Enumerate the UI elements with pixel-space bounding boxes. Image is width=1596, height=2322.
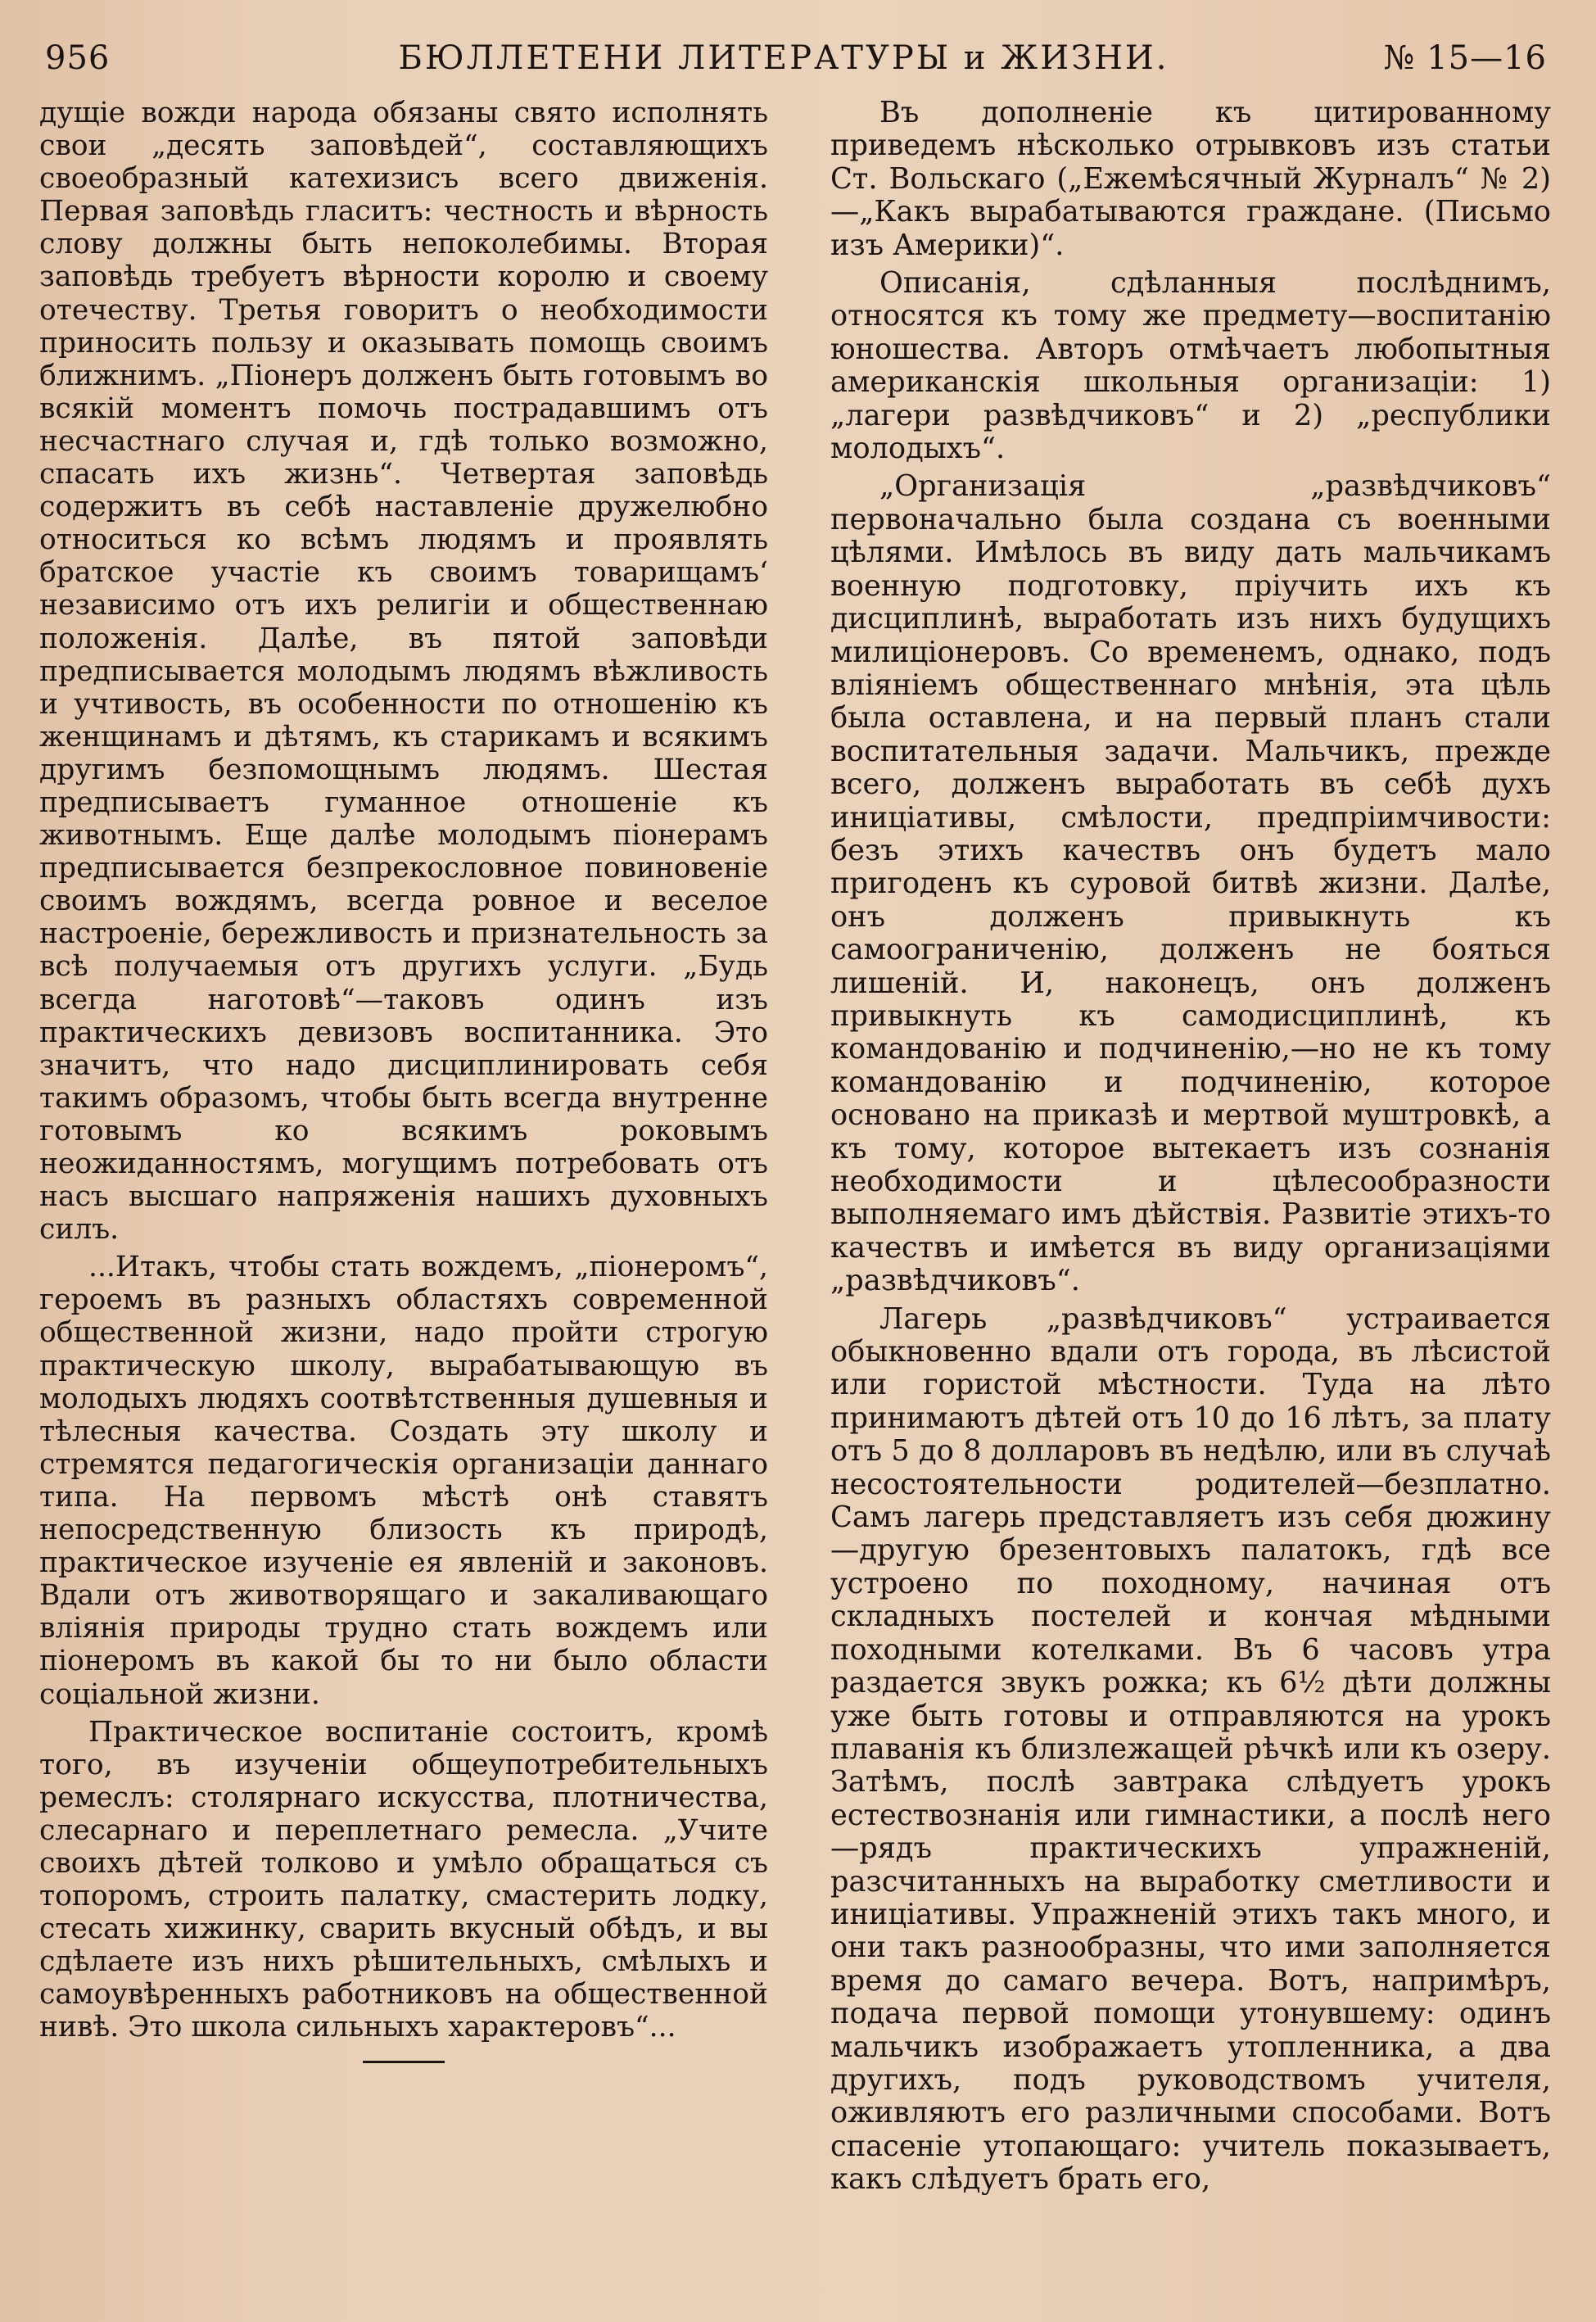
section-divider	[363, 2061, 445, 2063]
page-header	[45, 39, 1547, 97]
right-paragraph-3: „Организація „развѣдчиковъ“ первоначально была создана съ военными цѣлями. Имѣлось въ виду дать мальчикамъ военную подготовку, пріучить ихъ къ дисциплинѣ, выработать изъ нихъ будущихъ милиціонеровъ. Со временемъ, однако, подъ вліяніемъ общественнаго мнѣнія, эта цѣль была оставлена, и на первый планъ стали воспитательныя задачи. Мальчикъ, прежде всего, долженъ выработать въ себѣ духъ иниціативы, смѣлости, предпріимчивости: безъ этихъ качествъ онъ будетъ мало пригоденъ къ суровой битвѣ жизни. Далѣе, онъ долженъ привыкнуть къ самоограниченію, долженъ не бояться лишеній. И, наконецъ, онъ долженъ привыкнуть къ самодисциплинѣ, къ командованію и подчиненію,—но не къ тому командованію и подчиненію, которое основано на приказѣ и мертвой муштровкѣ, а къ тому, которое вытекаетъ изъ сознанія необходимости и цѣлесообразности выполняемаго имъ дѣйствія. Развитіе этихъ-то качествъ и имѣется въ виду организаціями „развѣдчиковъ“.	[830, 469, 1551, 1298]
left-paragraph-1: дущіе вожди народа обязаны свято исполнять свои „десять заповѣдей“, составляющихъ своеобразный катехизисъ всего движенія. Первая заповѣдь гласитъ: честность и вѣрность слову должны быть непоколебимы. Вторая заповѣдь требуетъ вѣрности королю и своему отечеству. Третья говоритъ о необходимости приносить пользу и оказывать помощь своимъ ближнимъ. „Піонеръ долженъ быть готовымъ во всякій моментъ помочь пострадавшимъ отъ несчастнаго случая и, гдѣ только возможно, спасать ихъ жизнь“. Четвертая заповѣдь содержитъ въ себѣ наставленіе дружелюбно относиться ко всѣмъ людямъ и проявлять братское участіе къ своимъ товарищамъ‘ независимо отъ ихъ религіи и общественнаю положенія. Далѣе, въ пятой заповѣди предписывается молодымъ людямъ вѣжливость и учтивость, въ особенности по отношенію къ женщинамъ и дѣтямъ, къ старикамъ и всякимъ другимъ безпомощнымъ людямъ. Шестая предписываетъ гуманное отношеніе къ животнымъ. Еще далѣе молодымъ піонерамъ предписывается безпрекословное повиновеніе своимъ вождямъ, всегда ровное и веселое настроеніе, бережливость и признательность за всѣ получаемыя отъ другихъ услуги. „Будь всегда наготовѣ“—таковъ одинъ изъ практическихъ девизовъ воспитанника. Это значитъ, что надо дисциплинировать себя такимъ образомъ, чтобы быть всегда внутренне готовымъ ко всякимъ роковымъ неожиданностямъ, могущимъ потребовать отъ насъ высшаго напряженія нашихъ духовныхъ силъ.	[39, 97, 768, 1247]
issue-number: № 15—16	[1383, 39, 1547, 77]
page-number: 956	[45, 39, 111, 77]
right-paragraph-1: Въ дополненіе къ цитированному приведемъ нѣсколько отрывковъ изъ статьи Ст. Вольскаго („Ежемѣсячный Журналъ“ № 2)—„Какъ вырабатываются граждане. (Письмо изъ Америки)“.	[830, 96, 1551, 262]
right-column	[830, 97, 1551, 2197]
left-paragraph-3: Практическое воспитаніе состоитъ, кромѣ того, въ изученіи общеупотребительныхъ ремеслъ: столярнаго искусства, плотничества, слесарнаго и переплетнаго ремесла. „Учите своихъ дѣтей толково и умѣло обращаться съ топоромъ, строить палатку, смастерить лодку, стесать хижинку, сварить вкусный обѣдъ, и вы сдѣлаете изъ нихъ рѣшительныхъ, смѣлыхъ и самоувѣренныхъ работниковъ на общественной нивѣ. Это школа сильныхъ характеровъ“...	[39, 1715, 768, 2044]
right-paragraph-2: Описанія, сдѣланныя послѣднимъ, относятся къ тому же предмету—воспитанію юношества. Авторъ отмѣчаетъ любопытныя американскія школьныя организаціи: 1) „лагери развѣдчиковъ“ и 2) „республики молодыхъ“.	[830, 266, 1551, 466]
right-paragraph-4: Лагерь „развѣдчиковъ“ устраивается обыкновенно вдали отъ города, въ лѣсистой или гористой мѣстности. Туда на лѣто принимаютъ дѣтей отъ 10 до 16 лѣтъ, за плату отъ 5 до 8 долларовъ въ недѣлю, или въ случаѣ несостоятельности родителей—безплатно. Самъ лагерь представляетъ изъ себя дюжину—другую брезентовыхъ палатокъ, гдѣ все устроено по походному, начиная отъ складныхъ постелей и кончая мѣдными походными котелками. Въ 6 часовъ утра раздается звукъ рожка; къ 6½ дѣти должны уже быть готовы и отправляются на урокъ плаванія къ близлежащей рѣчкѣ или къ озеру. Затѣмъ, послѣ завтрака слѣдуетъ урокъ естествознанія или гимнастики, а послѣ него—рядъ практическихъ упражненій, разсчитанныхъ на выработку сметливости и иниціативы. Упражненій этихъ такъ много, и они такъ разнообразны, что ими заполняется время до самаго вечера. Вотъ, напримѣръ, подача первой помощи утонувшему: одинъ мальчикъ изображаетъ утопленника, а два другихъ, подъ руководствомъ учителя, оживляютъ его различными способами. Вотъ спасеніе утопающаго: учитель показываетъ, какъ слѣдуетъ брать его,	[830, 1301, 1551, 2197]
left-paragraph-2: ...Итакъ, чтобы стать вождемъ, „піонеромъ“, героемъ въ разныхъ областяхъ современной общественной жизни, надо пройти строгую практическую школу, вырабатывающую въ молодыхъ людяхъ соотвѣтственныя душевныя и тѣлесныя качества. Создать эту школу и стремятся педагогическія организаціи даннаго типа. На первомъ мѣстѣ онѣ ставятъ непосредственную близость къ природѣ, практическое изученіе ея явленій и законовъ. Вдали отъ животворящаго и закаливающаго вліянія природы трудно стать вождемъ или піонеромъ въ какой бы то ни было области соціальной жизни.	[39, 1251, 768, 1711]
journal-title: БЮЛЛЕТЕНИ ЛИТЕРАТУРЫ и ЖИЗНИ.	[398, 39, 1169, 77]
left-column	[39, 97, 768, 2063]
